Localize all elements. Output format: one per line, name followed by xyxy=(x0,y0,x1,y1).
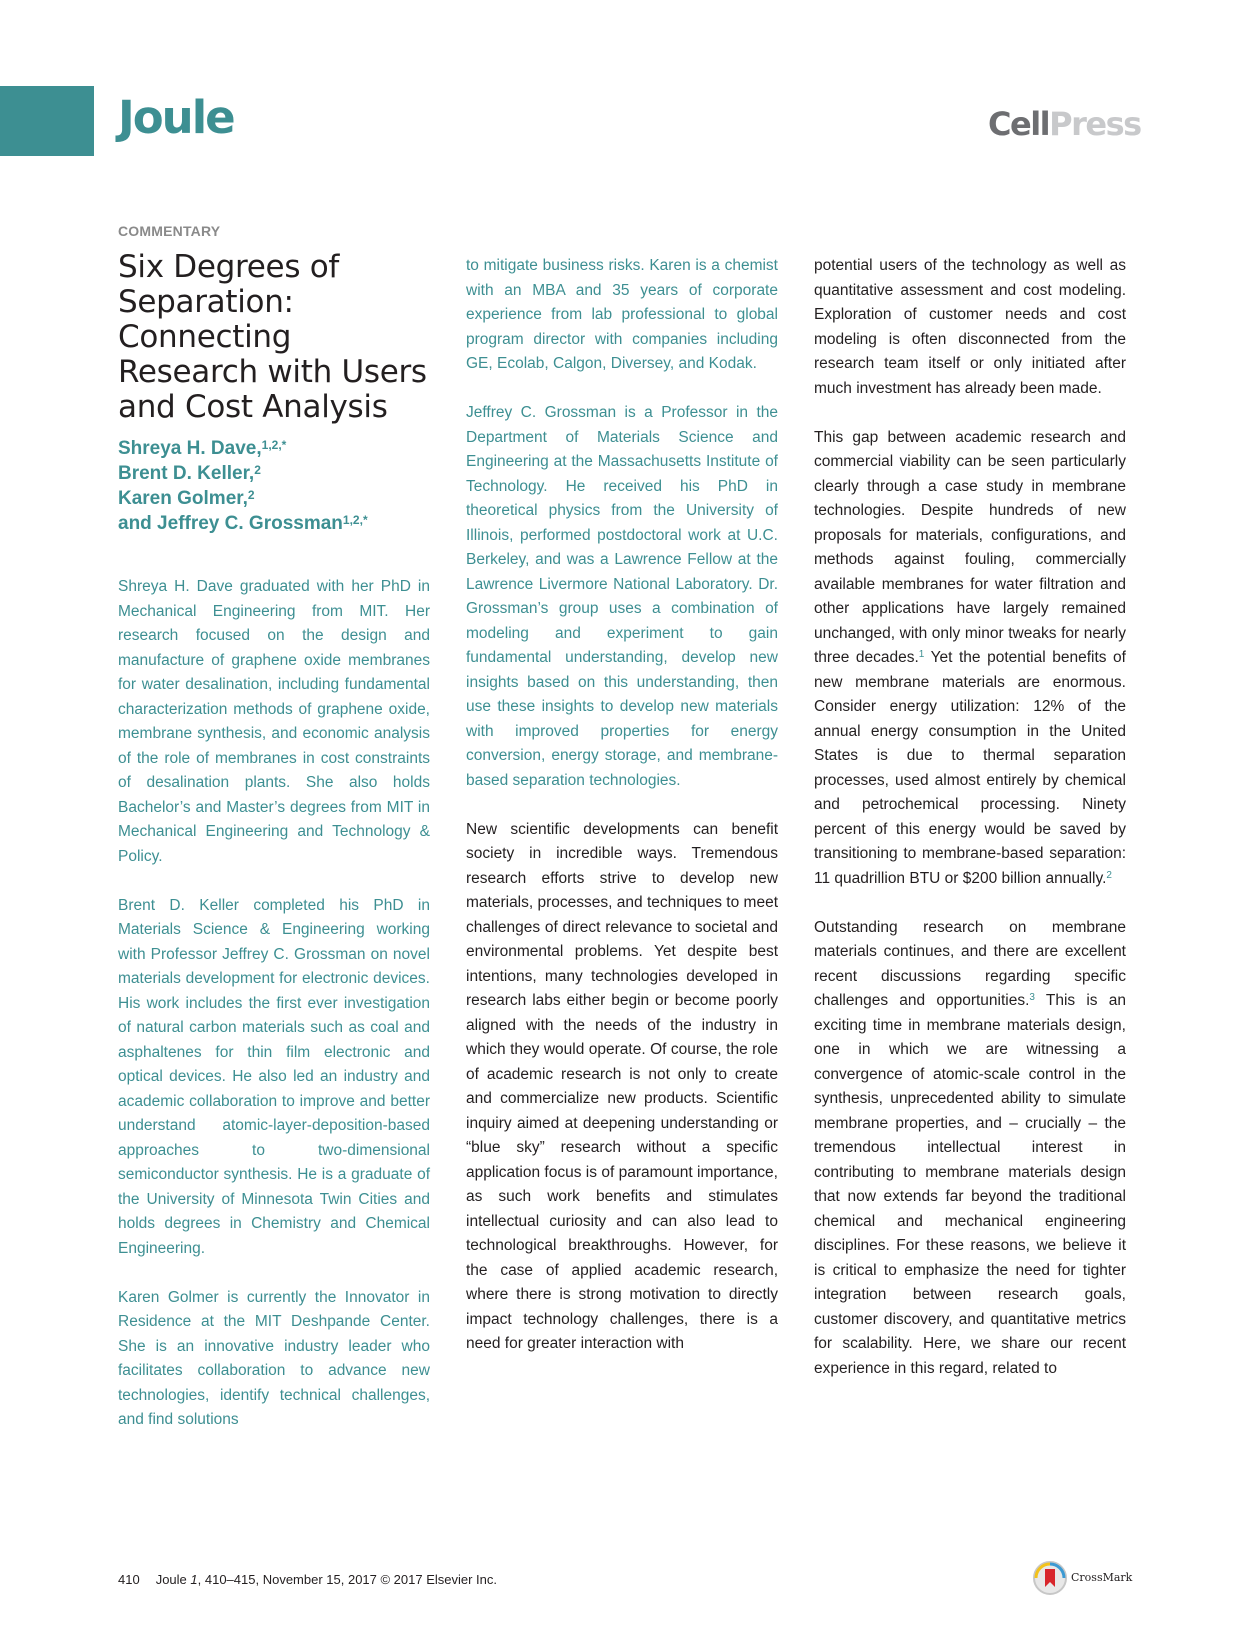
author-bio-grossman: Jeffrey C. Grossman is a Professor in the Department of Materials Science and Engineering at the Massachusetts Institute of Technology. He received his PhD in theoretical physics from the University of Illinois, performed postdoctoral work at U.C. Berkeley, and was a Lawrence Fellow at the Lawrence Livermore National Laboratory. Dr. Grossman’s group uses a combination of modeling and experiment to gain fundamental understanding, develop new insights based on this understanding, then use these insights to develop new materials with improved properties for energy conversion, energy storage, and membrane-based separation technologies. xyxy=(466,404,778,789)
author-name xyxy=(118,461,438,486)
body-paragraph-continued: potential users of the technology as well as quantitative assessment and cost modeling. Exploration of customer needs and cost modeling is often disconnected from the research team itself or only initiated after much investment has already been made. xyxy=(814,257,1126,397)
reference-link[interactable]: 2 xyxy=(1106,869,1112,881)
reference-link[interactable]: 1 xyxy=(918,649,925,660)
text-column-left xyxy=(118,575,430,1457)
author-affiliation: 1,2,* xyxy=(261,438,287,452)
author-name-text: and Jeffrey C. Grossman xyxy=(118,513,343,534)
text-column-right xyxy=(814,254,1126,1406)
author-affiliation: 1,2,* xyxy=(342,513,368,527)
citation-details: , 410–415, November 15, 2017 © 2017 Elsevier Inc. xyxy=(197,1572,498,1587)
author-name xyxy=(118,511,438,536)
body-paragraph: New scientific developments can benefit society in incredible ways. Tremendous research efforts strive to develop new materials, processes, and techniques to meet challenges of direct relevance to societal and environmental problems. Yet despite best intentions, many technologies developed in research labs either begin or become poorly aligned with the needs of the industry in which they would operate. Of course, the role of academic research is not only to create and commercialize new products. Scientific inquiry aimed at deepening understanding or “blue sky” research without a specific application focus is of paramount importance, as such work benefits and stimulates intellectual curiosity and can also lead to technological breakthroughs. However, for the case of applied academic research, where there is strong motivation to directly impact technology challenges, there is a need for greater interaction with xyxy=(466,820,778,1352)
body-paragraph xyxy=(814,426,1126,892)
crossmark-icon xyxy=(1032,1560,1068,1596)
author-bio-golmer: Karen Golmer is currently the Innovator in Residence at the MIT Deshpande Center. She is an innovative industry leader who facilitates collaboration to advance new technologies, identify technical challenges, and find solutions xyxy=(118,1288,430,1428)
author-affiliation: 2 xyxy=(247,488,255,502)
crossmark-label: CrossMark xyxy=(1071,1571,1133,1584)
author-bio-dave: Shreya H. Dave graduated with her PhD in Mechanical Engineering from MIT. Her research focused on the design and manufacture of graphene oxide membranes for water desalination, including fundamental characterization methods of graphene oxide, membrane synthesis, and economic analysis of the role of membranes in cost constraints of desalination plants. She also holds Bachelor’s and Master’s degrees from MIT in Mechanical Engineering and Technology & Policy. xyxy=(118,578,430,865)
publisher-logo-cell: Cell xyxy=(988,105,1050,143)
author-name xyxy=(118,436,438,461)
publisher-logo xyxy=(988,104,1141,144)
body-paragraph xyxy=(814,916,1126,1382)
author-bio-golmer-continued: to mitigate business risks. Karen is a chemist with an MBA and 35 years of corporate experience from lab professional to global program director with companies including GE, Ecolab, Calgon, Diversey, and Kodak. xyxy=(466,257,778,372)
journal-logo: Joule xyxy=(118,91,234,144)
citation-journal: Joule xyxy=(155,1572,187,1587)
author-bio-keller: Brent D. Keller completed his PhD in Materials Science & Engineering working with Professor Jeffrey C. Grossman on novel materials development for electronic devices. His work includes the first ever investigation of natural carbon materials such as coal and asphaltenes for thin film electronic and optical devices. He also led an industry and academic collaboration to improve and better understand atomic-layer-deposition-based approaches to two-dimensional semiconductor synthesis. He is a graduate of the University of Minnesota Twin Cities and holds degrees in Chemistry and Chemical Engineering. xyxy=(118,896,430,1257)
paragraph-text: This gap between academic research and commercial viability can be seen particularly clearly through a case study in membrane technologies. Despite hundreds of new proposals for materials, configurations, and methods against fouling, commercially available membranes for water filtration and other applications have largely remained unchanged, with only minor tweaks for nearly three decades. xyxy=(814,428,1126,666)
author-name-text: Karen Golmer, xyxy=(118,488,248,509)
author-affiliation: 2 xyxy=(254,463,261,477)
author-name-text: Brent D. Keller, xyxy=(118,463,255,484)
crossmark-badge[interactable] xyxy=(1032,1560,1152,1600)
citation-volume: 1 xyxy=(190,1572,198,1587)
page-number: 410 xyxy=(118,1572,140,1587)
page-footer xyxy=(118,1572,497,1587)
paragraph-text: Yet the potential benefits of new membrane materials are enormous. Consider energy utilization: 12% of the annual energy consumption in the United States is due to thermal separation processes, used almost entirely by chemical and petrochemical processing. Ninety percent of this energy would be saved by transitioning to membrane-based separation: 11 quadrillion BTU or $200 billion annually. xyxy=(814,649,1126,887)
article-type-label: COMMENTARY xyxy=(118,223,221,239)
reference-link[interactable]: 3 xyxy=(1029,992,1035,1003)
author-name xyxy=(118,486,438,511)
author-name-text: Shreya H. Dave, xyxy=(118,438,262,459)
text-column-middle xyxy=(466,254,778,1381)
journal-color-block xyxy=(0,86,94,156)
publisher-logo-press: Press xyxy=(1049,105,1141,143)
author-list xyxy=(118,436,438,536)
paragraph-text: Outstanding research on membrane materials continues, and there are excellent recent discussions regarding specific challenges and opportunities. xyxy=(814,918,1126,1009)
article-title: Six Degrees of Separation: Connecting Research with Users and Cost Analysis xyxy=(118,249,427,425)
paragraph-text: This is an exciting time in membrane materials design, one in which we are witnessing a convergence of atomic-scale control in the synthesis, unprecedented ability to simulate membrane properties, and – crucially – the tremendous intellectual interest in contributing to membrane materials design that now extends far beyond the traditional chemical and mechanical engineering disciplines. For these reasons, we believe it is critical to emphasize the need for tighter integration between research goals, customer discovery, and quantitative metrics for scalability. Here, we share our recent experience in this regard, related to xyxy=(814,992,1126,1377)
